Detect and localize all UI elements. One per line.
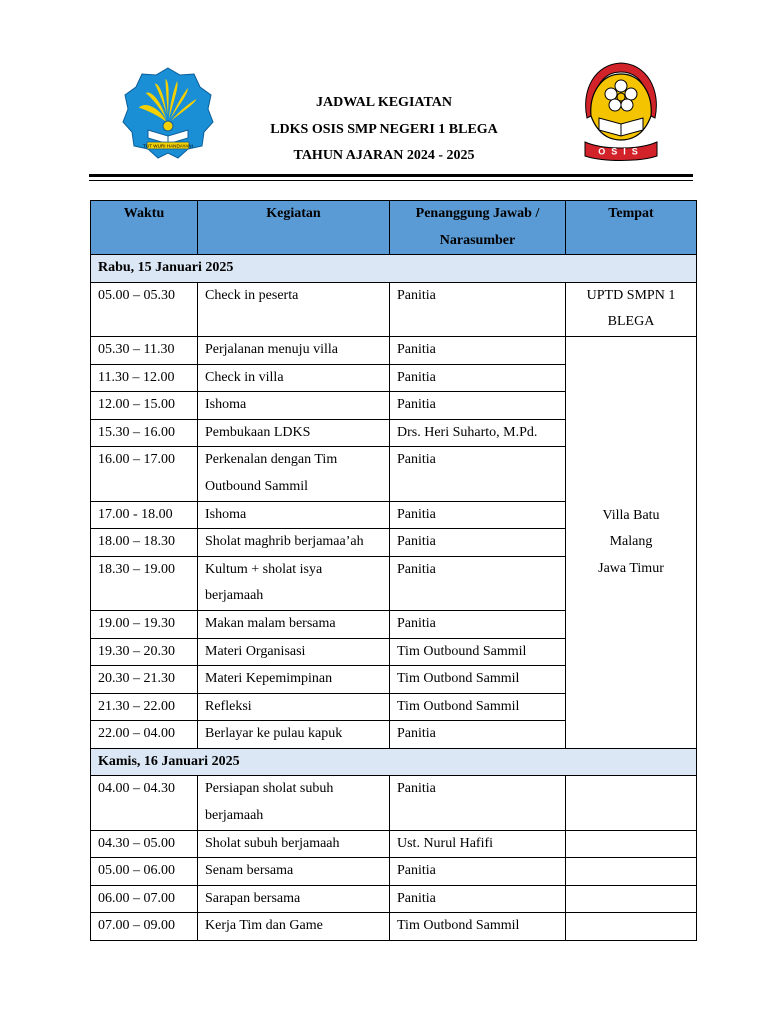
day-label: Rabu, 15 Januari 2025 [91, 255, 697, 283]
pic-cell: Panitia [390, 885, 566, 913]
pic-cell: Panitia [390, 336, 566, 364]
pic-cell: Panitia [390, 556, 566, 610]
pic-cell: Panitia [390, 364, 566, 392]
activity-cell: Perkenalan dengan Tim Outbound Sammil [198, 447, 390, 501]
table-header-row [91, 201, 697, 255]
document-header [214, 90, 554, 170]
time-cell: 21.30 – 22.00 [91, 693, 198, 721]
time-cell: 17.00 - 18.00 [91, 501, 198, 529]
time-cell: 07.00 – 09.00 [91, 913, 198, 941]
table-row [91, 885, 697, 913]
activity-cell: Ishoma [198, 392, 390, 420]
osis-logo [579, 60, 663, 162]
activity-cell: Check in peserta [198, 282, 390, 336]
table-row [91, 913, 697, 941]
header-divider-thick [89, 174, 693, 177]
activity-cell: Berlayar ke pulau kapuk [198, 721, 390, 749]
pic-cell: Panitia [390, 858, 566, 886]
schedule-table [90, 200, 697, 941]
activity-cell: Persiapan sholat subuh berjamaah [198, 776, 390, 830]
activity-cell: Ishoma [198, 501, 390, 529]
document-subtitle: LDKS OSIS SMP NEGERI 1 BLEGA [270, 121, 498, 137]
pic-cell: Tim Outbond Sammil [390, 913, 566, 941]
activity-cell: Makan malam bersama [198, 610, 390, 638]
header-divider-thin [89, 180, 693, 181]
place-cell-villa: Villa Batu Malang Jawa Timur [566, 336, 697, 748]
column-header-waktu: Waktu [91, 201, 198, 255]
pic-cell: Panitia [390, 610, 566, 638]
document-title: JADWAL KEGIATAN [315, 95, 452, 110]
place-cell [566, 858, 697, 886]
document-year: TAHUN AJARAN 2024 - 2025 [293, 148, 475, 163]
left-logo-motto: TUT WURI HANDAYANI [143, 143, 193, 149]
activity-cell: Kultum + sholat isya berjamaah [198, 556, 390, 610]
time-cell: 18.30 – 19.00 [91, 556, 198, 610]
pic-cell: Panitia [390, 721, 566, 749]
time-cell: 16.00 – 17.00 [91, 447, 198, 501]
tut-wuri-handayani-logo [121, 66, 215, 160]
activity-cell: Senam bersama [198, 858, 390, 886]
pic-cell: Panitia [390, 392, 566, 420]
table-row [91, 776, 697, 830]
column-header-penanggung-jawab: Penanggung Jawab / Narasumber [390, 201, 566, 255]
place-cell: UPTD SMPN 1 BLEGA [566, 282, 697, 336]
right-logo-label: OSIS [598, 146, 644, 157]
table-row [91, 858, 697, 886]
activity-cell: Pembukaan LDKS [198, 419, 390, 447]
time-cell: 04.30 – 05.00 [91, 830, 198, 858]
time-cell: 06.00 – 07.00 [91, 885, 198, 913]
time-cell: 05.00 – 05.30 [91, 282, 198, 336]
pic-cell: Tim Outbond Sammil [390, 666, 566, 694]
activity-cell: Materi Kepemimpinan [198, 666, 390, 694]
pic-cell: Drs. Heri Suharto, M.Pd. [390, 419, 566, 447]
time-cell: 19.00 – 19.30 [91, 610, 198, 638]
pic-cell: Ust. Nurul Hafifi [390, 830, 566, 858]
time-cell: 15.30 – 16.00 [91, 419, 198, 447]
place-cell [566, 776, 697, 830]
activity-cell: Materi Organisasi [198, 638, 390, 666]
activity-cell: Sholat subuh berjamaah [198, 830, 390, 858]
activity-cell: Refleksi [198, 693, 390, 721]
pic-cell: Tim Outbond Sammil [390, 693, 566, 721]
pic-cell: Panitia [390, 282, 566, 336]
time-cell: 11.30 – 12.00 [91, 364, 198, 392]
table-row [91, 336, 697, 364]
place-cell [566, 913, 697, 941]
time-cell: 18.00 – 18.30 [91, 529, 198, 557]
activity-cell: Check in villa [198, 364, 390, 392]
activity-cell: Perjalanan menuju villa [198, 336, 390, 364]
time-cell: 20.30 – 21.30 [91, 666, 198, 694]
time-cell: 05.00 – 06.00 [91, 858, 198, 886]
place-cell [566, 885, 697, 913]
day-row [91, 748, 697, 776]
day-row [91, 255, 697, 283]
time-cell: 19.30 – 20.30 [91, 638, 198, 666]
pic-cell: Panitia [390, 447, 566, 501]
table-row [91, 830, 697, 858]
column-header-tempat: Tempat [566, 201, 697, 255]
time-cell: 05.30 – 11.30 [91, 336, 198, 364]
pic-cell: Panitia [390, 501, 566, 529]
pic-cell: Tim Outbound Sammil [390, 638, 566, 666]
activity-cell: Sholat maghrib berjamaa’ah [198, 529, 390, 557]
time-cell: 12.00 – 15.00 [91, 392, 198, 420]
time-cell: 04.00 – 04.30 [91, 776, 198, 830]
place-cell [566, 830, 697, 858]
activity-cell: Sarapan bersama [198, 885, 390, 913]
column-header-kegiatan: Kegiatan [198, 201, 390, 255]
pic-cell: Panitia [390, 529, 566, 557]
pic-cell: Panitia [390, 776, 566, 830]
activity-cell: Kerja Tim dan Game [198, 913, 390, 941]
time-cell: 22.00 – 04.00 [91, 721, 198, 749]
day-label: Kamis, 16 Januari 2025 [91, 748, 697, 776]
table-row [91, 282, 697, 336]
